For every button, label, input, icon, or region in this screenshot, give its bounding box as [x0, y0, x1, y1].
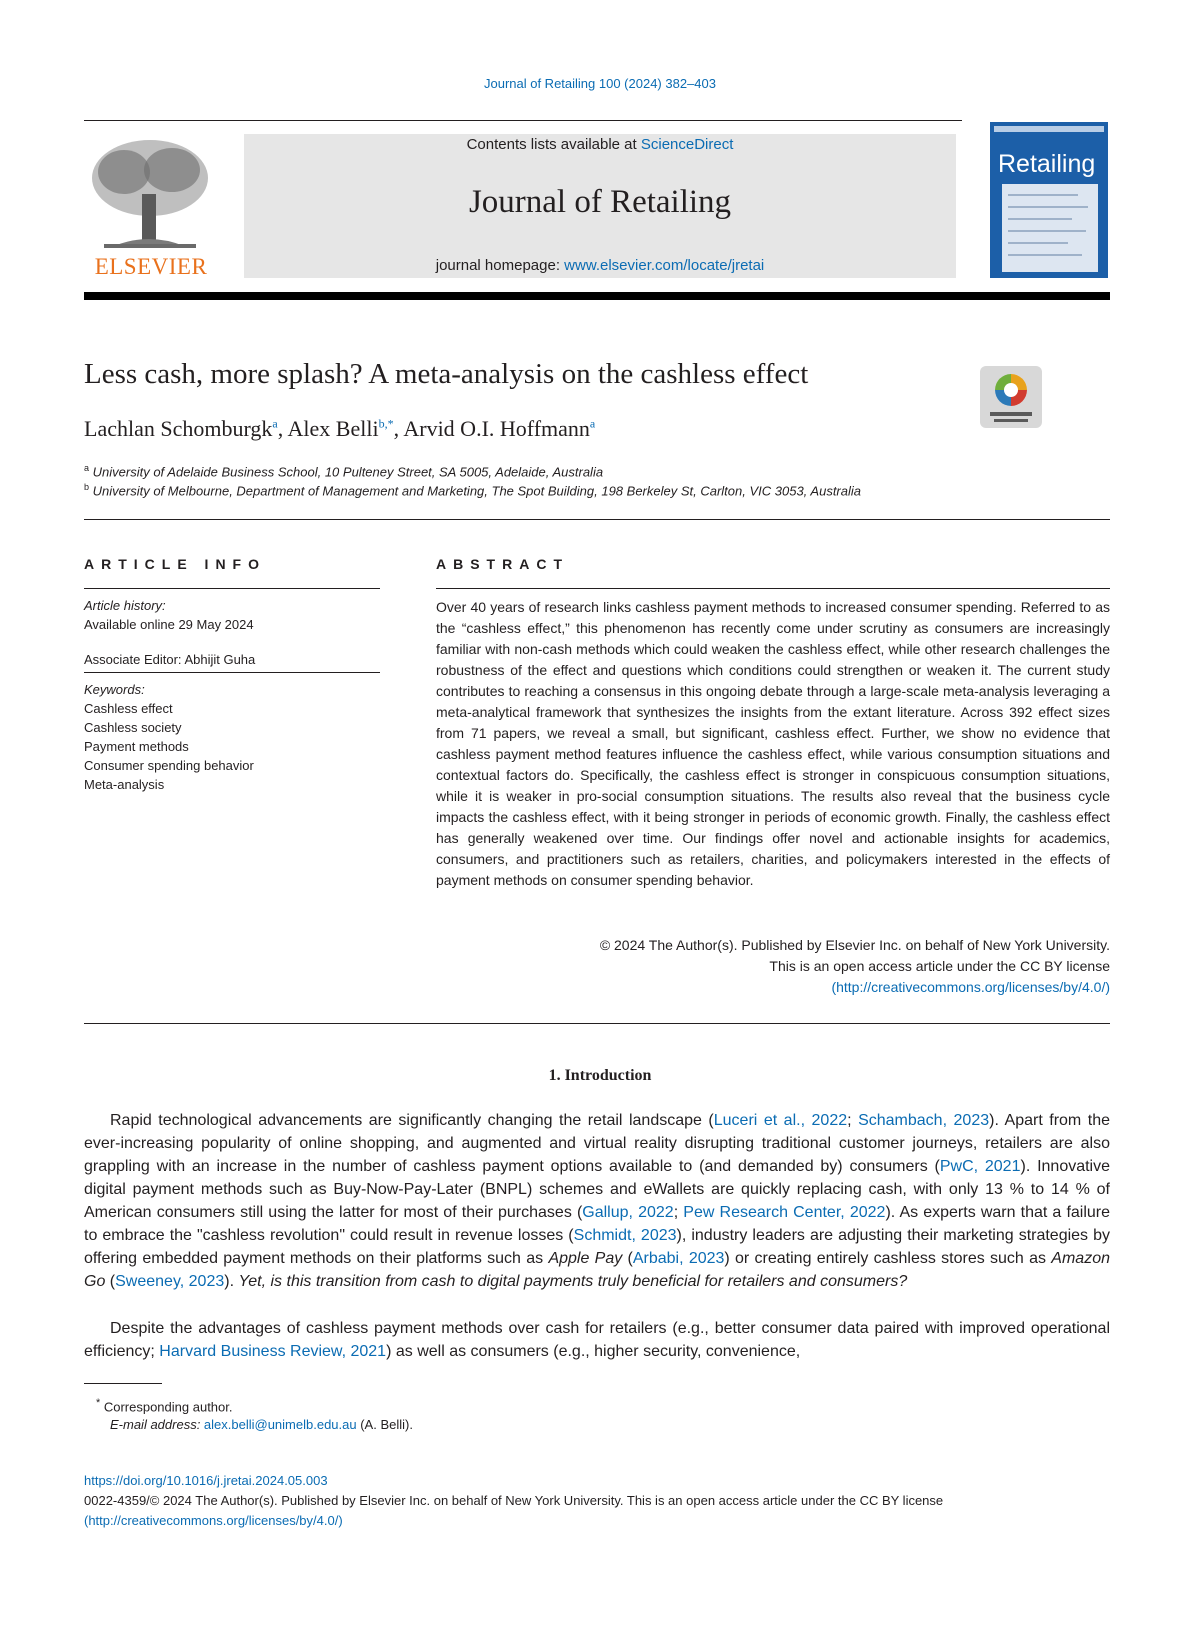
- divider: [84, 672, 380, 673]
- keyword-item: Payment methods: [84, 739, 189, 754]
- sciencedirect-link[interactable]: ScienceDirect: [640, 136, 734, 153]
- associate-editor: Associate Editor: Abhijit Guha: [84, 652, 256, 667]
- journal-title: Journal of Retailing: [468, 184, 732, 220]
- cover-line: [1008, 206, 1088, 208]
- journal-reference[interactable]: Journal of Retailing 100 (2024) 382–403: [483, 76, 716, 91]
- affiliation-mark: a: [84, 463, 90, 473]
- paragraph-text: (: [622, 1250, 633, 1267]
- emphasis-text: Yet, is this transition from cash to digital payments truly beneficial for retailers and consumers?: [238, 1273, 908, 1290]
- paragraph-text: Rapid technological advancements are significantly changing the retail landscape (: [110, 1112, 714, 1129]
- affiliation-text: University of Melbourne, Department of Management and Marketing, The Spot Building, 198 Berkeley St, Carlton, VIC 3053, Australia: [92, 483, 861, 499]
- corresponding-author-note: [96, 1397, 233, 1414]
- paragraph-text: ) as well as consumers (e.g., higher security, convenience,: [386, 1343, 801, 1360]
- journal-cover-thumbnail[interactable]: [990, 122, 1108, 278]
- paragraph-text: Despite the advantages of cashless payment methods over cash for retailers (e.g., better consumer data paired with improved operational efficiency;: [84, 1320, 1110, 1360]
- citation-link[interactable]: Schambach, 2023: [858, 1112, 990, 1129]
- keyword-item: Meta-analysis: [84, 777, 165, 792]
- author-affiliation-mark[interactable]: b,*: [378, 416, 394, 431]
- article-history-label: Article history:: [84, 598, 166, 613]
- masthead-top-rule: [84, 120, 962, 121]
- footer-license-link[interactable]: (http://creativecommons.org/licenses/by/4.0/): [84, 1513, 343, 1528]
- paragraph-text: ;: [847, 1112, 859, 1129]
- affiliation-text: University of Adelaide Business School, 10 Pulteney Street, SA 5005, Adelaide, Australia: [92, 464, 604, 480]
- cover-top-strip: [994, 126, 1104, 132]
- citation-link[interactable]: Schmidt, 2023: [573, 1227, 677, 1244]
- affiliation-b: [84, 482, 861, 498]
- paragraph-text: ) or creating entirely cashless stores such as: [724, 1250, 1052, 1267]
- intro-paragraph-1: [84, 1109, 1110, 1293]
- article-history-value: Available online 29 May 2024: [84, 617, 254, 632]
- article-info-heading: ARTICLE INFO: [84, 556, 266, 572]
- affiliation-mark: b: [84, 482, 90, 492]
- author-affiliation-mark[interactable]: a: [272, 416, 278, 431]
- email-label: E-mail address:: [110, 1417, 204, 1432]
- divider: [436, 588, 1110, 589]
- footnote-rule: [84, 1383, 162, 1384]
- issn-copyright: 0022-4359/© 2024 The Author(s). Published by Elsevier Inc. on behalf of New York University. This is an open access article under the CC BY license: [84, 1493, 944, 1508]
- citation-link[interactable]: Gallup, 2022: [582, 1204, 674, 1221]
- email-suffix: (A. Belli).: [356, 1417, 413, 1432]
- doi-link[interactable]: https://doi.org/10.1016/j.jretai.2024.05.003: [84, 1473, 328, 1488]
- crossmark-icon: [980, 366, 1042, 428]
- email-note: [110, 1417, 413, 1432]
- author-affiliation-mark[interactable]: a: [589, 416, 596, 431]
- keywords-label: Keywords:: [84, 682, 145, 697]
- paragraph-text: ).: [224, 1273, 239, 1290]
- emphasis-text: Apple Pay: [548, 1250, 623, 1267]
- cover-line: [1008, 218, 1072, 220]
- citation-link[interactable]: Harvard Business Review, 2021: [159, 1343, 387, 1360]
- citation-link[interactable]: Sweeney, 2023: [115, 1273, 225, 1290]
- homepage-prefix: journal homepage:: [435, 257, 565, 274]
- contents-available-line: [244, 136, 956, 153]
- citation-link[interactable]: Luceri et al., 2022: [713, 1112, 848, 1129]
- masthead-thick-rule: [84, 292, 1110, 300]
- paragraph-text: ). Apart from the ever-increasing popularity of online shopping, and augmented and virtual reality disrupting traditional customer journeys, retailers are also grappling with an increase in the number of cashless payment options available to (and demanded by) consumers (: [84, 1112, 1111, 1175]
- author-name[interactable]: Alex Belli: [287, 416, 379, 441]
- contents-prefix: Contents lists available at: [466, 136, 641, 153]
- cover-line: [1008, 230, 1086, 232]
- cover-line: [1008, 194, 1078, 196]
- divider: [84, 519, 1110, 520]
- cover-title: Retailing: [998, 150, 1096, 178]
- article-title: Less cash, more splash? A meta-analysis on the cashless effect: [84, 358, 809, 390]
- keyword-list: [84, 699, 254, 794]
- author-name[interactable]: Lachlan Schomburgk: [84, 416, 273, 441]
- divider: [84, 588, 380, 589]
- footnote-text: Corresponding author.: [103, 1399, 233, 1415]
- abstract-heading: ABSTRACT: [436, 556, 569, 572]
- check-for-updates-badge[interactable]: [980, 366, 1042, 428]
- section-heading-introduction: 1. Introduction: [548, 1067, 652, 1084]
- citation-link[interactable]: PwC, 2021: [939, 1158, 1021, 1175]
- divider: [84, 1023, 1110, 1024]
- paragraph-text: ), industry leaders are adjusting their marketing strategies by offering embedded payment methods on their platforms such as: [84, 1227, 1111, 1267]
- paragraph-text: (: [105, 1273, 116, 1290]
- paragraph-text: ). Innovative digital payment methods such as Buy-Now-Pay-Later (BNPL) schemes and eWallets are quickly replacing cash, with only 13 % to 14 % of American consumers still using the latter for most of their purchases (: [84, 1158, 1111, 1221]
- homepage-link[interactable]: www.elsevier.com/locate/jretai: [564, 257, 765, 274]
- paragraph-text: ;: [673, 1204, 684, 1221]
- abstract-body: Over 40 years of research links cashless payment methods to increased consumer spending. Referred to as the “cashless effect,” this phenomenon has recently come under scrutiny as consumers are increasingly familiar with non-cash methods which could weaken the cashless effect, while other research challenges the robustness of the effect and questions which conditions could strengthen or weaken it. The current study contributes to reaching a consensus in this ongoing debate through a large-scale meta-analysis leveraging a meta-analytical framework that synthesizes the insights from the extant literature. Across 392 effect sizes from 71 papers, we reveal a small, but significant, cashless effect. Further, we show no evidence that cashless payment method features influence the cashless effect, while various consumption situations and contextual factors do. Specifically, the cashless effect is stronger in conspicuous consumption situations, while it is weaker in pro-social consumption situations. The results also reveal that the business cycle impacts the cashless effect, with it being stronger in periods of economic growth. Finally, the cashless effect has generally weakened over time. Our findings offer novel and actionable insights for academics, consumers, and practitioners such as retailers, charities, and policymakers interested in the effects of payment methods on consumer spending behavior.: [436, 599, 1110, 888]
- paragraph-text: ). As experts warn that a failure to embrace the "cashless revolution" could result in revenue losses (: [84, 1204, 1111, 1244]
- citation-link[interactable]: Pew Research Center, 2022: [683, 1204, 886, 1221]
- publisher-wordmark[interactable]: ELSEVIER: [94, 254, 208, 279]
- cover-line: [1008, 242, 1068, 244]
- keyword-item: Consumer spending behavior: [84, 758, 254, 773]
- abstract-copyright: © 2024 The Author(s). Published by Elsevier Inc. on behalf of New York University.: [599, 937, 1110, 953]
- abstract-license-statement: This is an open access article under the CC BY license: [769, 958, 1110, 974]
- journal-homepage-line: [244, 257, 956, 274]
- emphasis-text: Amazon Go: [84, 1250, 1110, 1290]
- tree-icon: [84, 136, 214, 254]
- author-name[interactable]: Arvid O.I. Hoffmann: [403, 416, 590, 441]
- keyword-item: Cashless society: [84, 720, 182, 735]
- footnote-mark: *: [96, 1397, 101, 1409]
- cover-contents-panel: [1002, 184, 1098, 272]
- cover-line: [1008, 254, 1082, 256]
- keyword-item: Cashless effect: [84, 701, 173, 716]
- intro-paragraph-2: [84, 1317, 1110, 1363]
- citation-link[interactable]: Arbabi, 2023: [632, 1250, 725, 1267]
- affiliation-a: [84, 463, 603, 479]
- abstract-license-link[interactable]: (http://creativecommons.org/licenses/by/4.0/): [831, 979, 1110, 995]
- email-link[interactable]: alex.belli@unimelb.edu.au: [203, 1417, 357, 1432]
- author-list: Lachlan Schomburgk$^a$, Alex Belli$^{b,*}$, Arvid O.I. Hoffmann$^a$: [84, 416, 596, 441]
